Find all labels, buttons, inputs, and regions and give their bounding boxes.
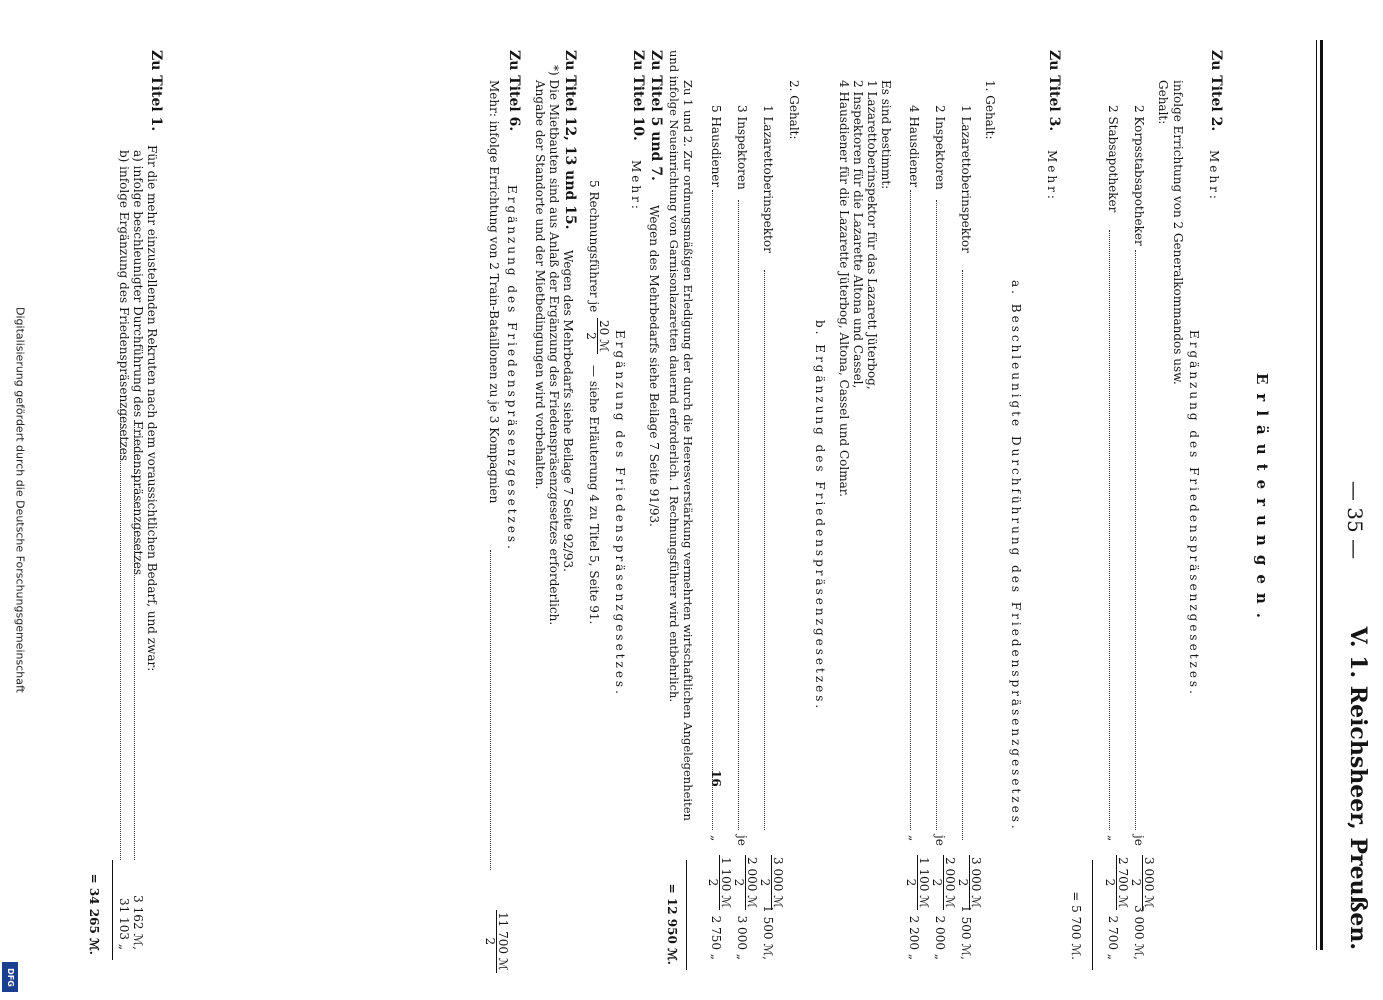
header-rule — [1320, 40, 1323, 950]
titel-2-row-1-rate: 3 000 ℳ 2 — [1129, 857, 1156, 908]
titel-3-a-row-3-label: 4 Hausdiener — [907, 105, 921, 188]
titel-2-intro: infolge Errichtung von 2 Generalkommandos usw. — [1171, 80, 1185, 385]
titel-2-row-2-label: 2 Stabsapotheker — [1106, 105, 1120, 213]
titel-6-text: Mehr: infolge Errichtung von 2 Train-Bataillonen zu je 3 Kompagnien — [487, 80, 501, 504]
titel-3-b-row-3-label: 5 Hausdiener — [709, 105, 723, 188]
titel-2-sum: = 5 700 ℳ. — [1069, 891, 1083, 960]
titel-2-row-1-total: 3 000 ℳ, — [1132, 905, 1146, 960]
titel-3-sub-a: a. Beschleunigte Durchführung des Friedenspräsenzgesetzes. — [1009, 280, 1023, 832]
titel-10-mehr: Mehr: — [629, 160, 643, 212]
page-header — [1331, 30, 1371, 970]
titel-3-note-1: Zu 1 und 2. Zur ordnungsmäßigen Erledigung der durch die Heeresverstärkung vermehrten wirtschaftlichen Angelegenheiten — [681, 80, 695, 821]
titel-3-b-row-2-rate: 2 000 ℳ 2 — [732, 857, 759, 908]
digitization-notice — [0, 0, 40, 1000]
dfg-logo: DFG — [2, 962, 18, 992]
titel-1-text: Für die mehr einzustellenden Rekruten nach dem voraussichtlichen Bedarf, und zwar: — [145, 145, 159, 672]
titel-2-heading: Ergänzung des Friedenspräsenzgesetzes. — [1187, 330, 1201, 697]
titel-3-a-row-2-rate: 2 000 ℳ 2 — [930, 857, 957, 908]
titel-10-rate: 20 ℳ 2 — [584, 320, 611, 352]
titel-2-gehalt: Gehalt: — [1156, 80, 1170, 125]
titel-5-7-text: Wegen des Mehrbedarfs siehe Beilage 7 Seite 91/93. — [647, 205, 661, 527]
titel-3-a-row-1-label: 1 Lazarettoberinspektor — [959, 105, 973, 253]
titel-2-label: Zu Titel 2. — [1208, 50, 1224, 132]
titel-3-note-2: und infolge Neueinrichtung von Garnisonlazaretten dauernd erforderlich. 1 Rechnungsführer wird entbehrlich. — [667, 50, 681, 703]
titel-1-b-value: 31 103 „ — [117, 897, 131, 950]
titel-3-gehalt-1: 1. Gehalt: — [983, 80, 997, 140]
titel-6-total: 11 700 ℳ 2 — [483, 912, 510, 971]
titel-3-a-row-3-rate: 1 100 ℳ 2 — [904, 857, 931, 908]
titel-2-row-2-total: 2 700 „ — [1106, 915, 1120, 960]
page-number: — 35 — — [1343, 480, 1367, 560]
titel-1-sum: = 34 265 ℳ. — [87, 873, 101, 955]
titel-10-heading: Ergänzung des Friedenspräsenzgesetzes. — [613, 330, 627, 697]
titel-2-row-1-label: 2 Korpsstabsapotheker — [1132, 105, 1146, 246]
titel-6-heading: Ergänzung des Friedenspräsenzgesetzes. — [505, 185, 519, 552]
titel-3-gehalt-2: 2. Gehalt: — [787, 80, 801, 140]
titel-2-mehr: Mehr: — [1207, 150, 1221, 202]
titel-6-label: Zu Titel 6. — [506, 50, 522, 132]
titel-10-line: 5 Rechnungsführer je — [587, 180, 601, 313]
titel-2-row-2-rate: 2 700 ℳ 2 — [1103, 857, 1130, 908]
titel-12-13-15-label: Zu Titel 12, 13 und 15. — [562, 50, 578, 230]
running-title: V. 1. Reichsheer, Preußen. — [1345, 626, 1371, 950]
titel-3-b-row-3-rate: 1 100 ℳ 2 — [706, 857, 733, 908]
titel-3-label: Zu Titel 3. — [1046, 50, 1062, 132]
titel-3-mehr: Mehr: — [1045, 150, 1059, 202]
footer-page-number: 16 — [709, 770, 723, 787]
rotated-document-page: — 35 — V. 1. Reichsheer, Preußen. Erläuterungen. Zu Titel 2. Mehr: Ergänzung des Friedenspräsenzgesetzes. infolge Errichtung von 2 Generalkommandos usw. Gehalt: 2 Korpsstabsapotheker je 3 000 ℳ 2 3 000 ℳ, 2 Stabsapotheker „ 2 700 ℳ 2 2 700 „ = 5 700 ℳ. Zu Titel 3. Mehr: a. Beschleunigte Durchführung des Friedenspräsenzgesetzes. 1. Gehalt: 1 Lazarettoberinspektor 3 000 ℳ 2 1 500 ℳ, 2 Inspektoren je 2 000 ℳ 2 2 000 „ 4 Hausdiener „ 1 100 ℳ 2 2 200 „ Es sind bestimmt: 1 Lazarettoberinspektor für das Lazarett Jüterbog, 2 Inspektoren für die Lazarette Altona und Cassel, 4 Hausdiener für die Lazarette Jüterbog, Altona, Cassel und Colmar. b. Ergänzung des Friedenspräsenzgesetzes. 2. Gehalt: 1 Lazarettoberinspektor 3 000 ℳ 2 1 500 ℳ, 3 Inspektoren je 2 000 ℳ 2 3 000 „ 5 Hausdiener „ 1 100 ℳ 2 2 750 „ Zu 1 und 2. Zur ordnungsmäßigen Erledigung der durch die Heeresverstärkung vermehrten wirtschaftlichen Angelegenheiten und infolge Neueinrichtung von Garnisonlazaretten dauernd erforderlich. 1 Rechnungsführer wird entbehrlich. = 12 950 ℳ. Zu Titel 5 und 7. Wegen des Mehrbedarfs siehe Beilage 7 Seite 91/93. Zu Titel 10. Mehr: Ergänzung des Friedenspräsenzgesetzes. 5 Rechnungsführer je 20 ℳ 2 — siehe Erläuterung 4 zu Titel 5, Seite 91. Zu Titel 12, 13 und 15. Wegen des Mehrbedarfs siehe Beilage 7 Seite 92/93. *) Die Mietbauten sind aus Anlaß der Ergänzung des Friedenspräsenzgesetzes erforderlich. Angabe der Standorte und der Mietbedingungen wird vorbehalten. Zu Titel 6. Ergänzung des Friedenspräsenzgesetzes. Mehr: infolge Errichtung von 2 Train-Bataillonen zu je 3 Kompagnien 11 700 ℳ 2 Zu Titel 1. Für die mehr einzustellenden Rekruten nach dem voraussichtlichen Bedarf, und zwar: a) infolge beschleunigter Durchführung des Friedenspräsenzgesetzes 3 162 ℳ, b) infolge Ergänzung des Friedenspräsenzgesetzes 31 103 „ = 34 265 ℳ. 16 — [40, 0, 1383, 1000]
dfg-notice-text: Digitalisierung gefördert durch die Deutsche Forschungsgemeinschaft — [13, 307, 27, 693]
titel-10-label: Zu Titel 10. — [630, 50, 646, 141]
titel-3-sum: = 12 950 ℳ. — [665, 883, 679, 965]
titel-3-b-row-2-label: 3 Inspektoren — [735, 105, 749, 190]
titel-3-a-row-1-rate: 3 000 ℳ 2 — [956, 857, 983, 908]
titel-1-label: Zu Titel 1. — [148, 50, 164, 132]
titel-12-13-15-text: Wegen des Mehrbedarfs siehe Beilage 7 Seite 92/93. — [561, 250, 575, 572]
titel-1-a: a) infolge beschleunigter Durchführung des Friedenspräsenzgesetzes — [131, 150, 145, 575]
titel-3-b-row-1-label: 1 Lazarettoberinspektor — [761, 105, 775, 253]
titel-1-b: b) infolge Ergänzung des Friedenspräsenzgesetzes — [117, 150, 131, 461]
titel-12-13-15-footnote: *) Die Mietbauten sind aus Anlaß der Ergänzung des Friedenspräsenzgesetzes erforderlich. — [547, 65, 561, 626]
header-rule-thin — [1316, 40, 1317, 950]
titel-1-a-value: 3 162 ℳ, — [131, 895, 145, 950]
titel-3-a-row-2-label: 2 Inspektoren — [933, 105, 947, 190]
titel-5-7-label: Zu Titel 5 und 7. — [648, 50, 664, 181]
bestimmt-heading: Es sind bestimmt: — [879, 80, 893, 190]
titel-3-b-row-1-rate: 3 000 ℳ 2 — [758, 857, 785, 908]
titel-3-sub-b: b. Ergänzung des Friedenspräsenzgesetzes. — [813, 320, 827, 712]
section-heading: Erläuterungen. — [1253, 372, 1271, 627]
